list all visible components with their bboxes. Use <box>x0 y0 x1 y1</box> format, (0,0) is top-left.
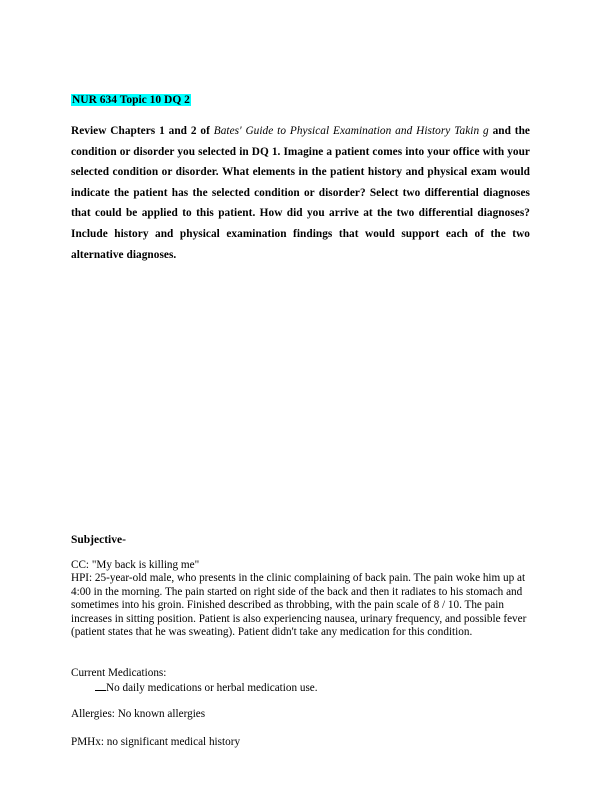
pmhx-line: PMHx: no significant medical history <box>71 736 241 748</box>
book-title: Bates' Guide to Physical Examination and History Takin g <box>213 125 489 137</box>
chief-complaint: CC: "My back is killing me" <box>71 559 200 571</box>
document-title <box>71 93 191 107</box>
cc-hpi-section <box>71 559 531 639</box>
discussion-question <box>71 121 530 265</box>
list-marker <box>95 681 106 691</box>
subjective-heading: Subjective- <box>71 534 126 546</box>
hpi-paragraph: HPI: 25-year-old male, who presents in the clinic complaining of back pain. The pain woke him up at 4:00 in the morning. The pain started on right side of the back and then it radiates to his stomach and sometimes into his groin. Finished described as throbbing, with the pain scale of 8 / 10. The pain increases in sitting position. Patient is also experiencing nausea, urinary frequency, and possible fever (patient states that he was sweating). Patient didn't take any medication for this condition. <box>71 572 527 639</box>
current-medications-text: No daily medications or herbal medication use. <box>106 682 318 694</box>
current-medications-label: Current Medications: <box>71 667 167 679</box>
title-highlight: NUR 634 Topic 10 DQ 2 <box>72 94 190 106</box>
current-medications-item <box>95 681 318 695</box>
question-part-2: and the condition or disorder you selected in DQ 1. Imagine a patient comes into your office with your selected condition or disorder. What elements in the patient history and physical exam would indicate the patient has the selected condition or disorder? Select two differential diagnoses that could be applied to this patient. How did you arrive at the two differential diagnoses? Include history and physical examination findings that would support each of the two alternative diagnoses. <box>71 125 530 261</box>
allergies-line: Allergies: No known allergies <box>71 708 206 720</box>
question-part-1: Review Chapters 1 and 2 of <box>71 125 214 137</box>
